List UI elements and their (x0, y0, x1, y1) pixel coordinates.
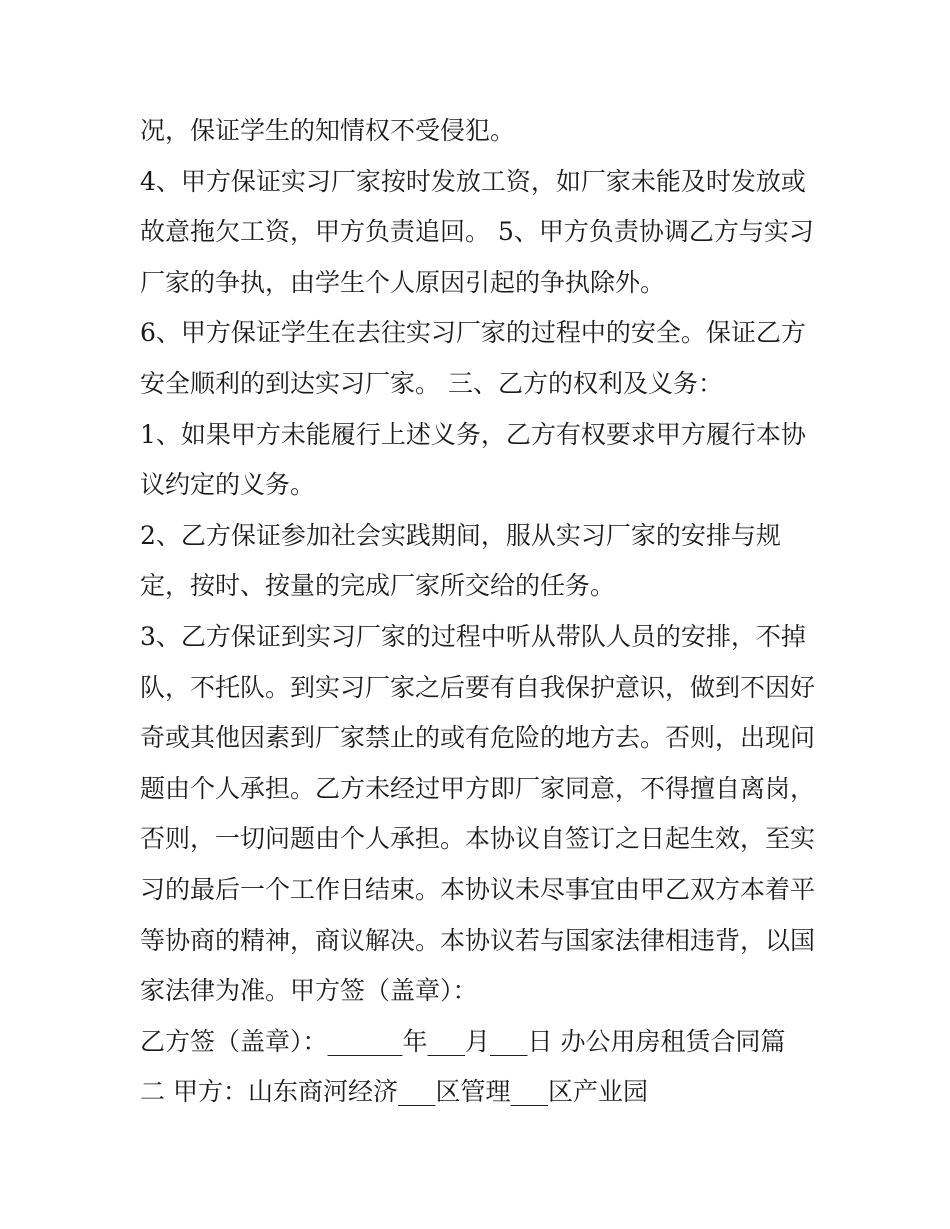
text-line: 习的最后一个工作日结束。本协议未尽事宜由甲乙双方本着平 (140, 874, 816, 904)
text-line: 定，按时、按量的完成厂家所交给的任务。 (140, 571, 616, 601)
text-line: 况，保证学生的知情权不受侵犯。 (140, 116, 516, 145)
text-line: 2、乙方保证参加社会实践期间，服从实习厂家的安排与规 (140, 520, 781, 550)
text-line: 题由个人承担。乙方未经过甲方即厂家同意，不得擅自离岗， (140, 773, 816, 803)
text-line: 故意拖欠工资，甲方负责追回。 5、甲方负责协调乙方与实习 (140, 217, 814, 247)
text-line: 4、甲方保证实习厂家按时发放工资，如厂家未能及时发放或 (140, 166, 806, 196)
text-line: 安全顺利的到达实习厂家。 三、乙方的权利及义务： (140, 368, 723, 398)
text-line: 奇或其他因素到厂家禁止的或有危险的地方去。否则，出现问 (140, 723, 816, 753)
text-line: 家法律为准。甲方签（盖章）： (140, 976, 478, 1006)
text-line: 等协商的精神，商议解决。本协议若与国家法律相违背，以国 (140, 925, 816, 955)
text-line: 6、甲方保证学生在去往实习厂家的过程中的安全。保证乙方 (140, 318, 806, 348)
text-line: 议约定的义务。 (140, 470, 316, 500)
text-line: 3、乙方保证到实习厂家的过程中听从带队人员的安排，不掉 (140, 621, 806, 651)
document-body (140, 106, 830, 1118)
text-line: 1、如果甲方未能履行上述义务，乙方有权要求甲方履行本协 (140, 419, 806, 449)
text-line: 厂家的争执，由学生个人原因引起的争执除外。 (140, 267, 666, 297)
text-line: 乙方签（盖章）：______年___月___日 办公用房租赁合同篇 (140, 1026, 786, 1056)
text-line: 否则，一切问题由个人承担。本协议自签订之日起生效，至实 (140, 824, 816, 854)
text-line: 二 甲方：山东商河经济___区管理___区产业园 (140, 1077, 648, 1107)
text-line: 队，不托队。到实习厂家之后要有自我保护意识，做到不因好 (140, 672, 816, 702)
